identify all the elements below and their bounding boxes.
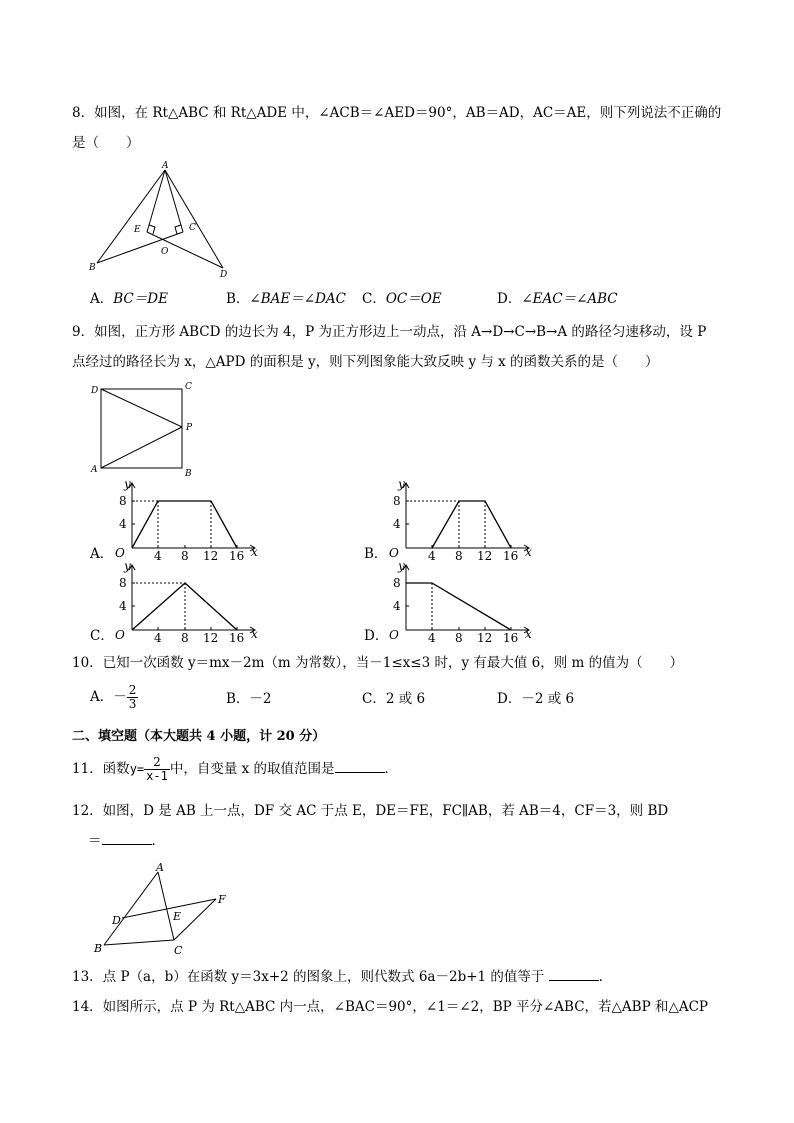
q13-answer-blank (549, 968, 599, 981)
graph-d-origin: O (389, 628, 399, 642)
q9-option-a-label: A． (90, 546, 114, 562)
q12-stem-line1: 12．如图，D 是 AB 上一点，DF 交 AC 于点 E，DE＝FE，FC∥AB，若 AB＝4，CF＝3，则 BD (72, 803, 669, 819)
q9-option-b-label: B． (364, 546, 388, 562)
q8-option-d: D．∠EAC＝∠ABC (497, 291, 618, 307)
q9-graph-c (110, 559, 270, 645)
graph-d-ytick-4: 4 (393, 599, 401, 613)
graph-a-ytick-4: 4 (119, 517, 127, 531)
q12-label-B: B (94, 942, 103, 955)
q12-label-C: C (174, 944, 183, 957)
graph-c-xtick-4: 4 (154, 631, 162, 645)
q8-option-c: C．OC＝OE (362, 291, 442, 307)
graph-b-origin: O (389, 546, 399, 560)
graph-b-xtick-12: 12 (477, 549, 493, 563)
graph-d-x-axis-label: x (525, 627, 532, 641)
q8-option-b: B．∠BAE＝∠DAC (226, 291, 346, 307)
graph-b-xtick-16: 16 (503, 549, 519, 563)
q9-label-C: C (185, 382, 192, 392)
q9-option-c-label: C． (90, 628, 114, 644)
q9-graph-b (384, 477, 544, 563)
graph-b-ytick-8: 8 (393, 494, 401, 508)
q8-stem-line2: 是（ ） (72, 135, 140, 151)
q9-label-A: A (91, 465, 98, 475)
q8-label-A: A (162, 161, 169, 171)
q9-label-B: B (185, 469, 192, 479)
q9-graph-d (384, 559, 544, 645)
graph-a-x-axis-label: x (251, 545, 258, 559)
graph-b-xtick-4: 4 (428, 549, 436, 563)
q8-stem-line1: 8．如图，在 Rt△ABC 和 Rt△ADE 中，∠ACB＝∠AED＝90°，AB＝AD，AC＝AE，则下列说法不正确的 (72, 105, 722, 121)
graph-a-xtick-12: 12 (203, 549, 219, 563)
graph-d-y-axis-label: y (398, 559, 405, 573)
q11-fraction: $\frac{2}{x-1}$ (146, 755, 168, 783)
graph-a-y-axis-label: y (124, 477, 131, 491)
q12-label-F: F (218, 893, 226, 906)
q12-figure (90, 862, 240, 957)
q14-stem-line1: 14．如图所示，点 P 为 Rt△ABC 内一点，∠BAC＝90°，∠1＝∠2，BP 平分∠ABC，若△ABP 和△ACP (72, 999, 709, 1015)
q8-label-E: E (134, 225, 141, 235)
graph-c-y-axis-label: y (124, 559, 131, 573)
q10-option-d: D．－2 或 6 (497, 691, 575, 707)
q9-label-D: D (91, 386, 99, 396)
q11-stem: 11．函数y= $\frac{2}{x-1}$ 中，自变量 x 的取值范围是 ． (72, 755, 399, 783)
q9-square-figure (88, 378, 208, 478)
graph-a-xtick-8: 8 (181, 549, 189, 563)
graph-a-xtick-16: 16 (229, 549, 245, 563)
q8-label-B: B (89, 263, 96, 273)
graph-b-x-axis-label: x (525, 545, 532, 559)
q12-label-D: D (112, 914, 121, 927)
graph-a-origin: O (115, 546, 125, 560)
q12-stem-line2: ＝ ． (88, 833, 165, 849)
q12-label-A: A (156, 861, 164, 874)
graph-d-ytick-8: 8 (393, 576, 401, 590)
graph-b-ytick-4: 4 (393, 517, 401, 531)
graph-c-origin: O (115, 628, 125, 642)
q9-label-P: P (186, 423, 193, 433)
q10-option-a-fraction: $\frac{2}{3}$ (128, 683, 137, 711)
graph-c-ytick-4: 4 (119, 599, 127, 613)
graph-c-ytick-8: 8 (119, 576, 127, 590)
graph-c-x-axis-label: x (251, 627, 258, 641)
q9-stem-line2: 点经过的路径长为 x，△APD 的面积是 y，则下列图象能大致反映 y 与 x 的函数关系的是（ ） (72, 354, 659, 370)
q10-option-b: B．－2 (226, 691, 272, 707)
q12-answer-blank (102, 832, 152, 845)
q10-stem: 10．已知一次函数 y＝mx－2m（m 为常数），当－1≤x≤3 时，y 有最大值 6，则 m 的值为（ ） (72, 655, 684, 671)
q10-option-a: A．－ $\frac{2}{3}$ (90, 683, 137, 711)
q9-option-d-label: D． (364, 628, 389, 644)
section-2-title: 二、填空题（本大题共 4 小题，计 20 分） (72, 729, 326, 744)
q10-option-c: C．2 或 6 (362, 691, 426, 707)
graph-d-xtick-12: 12 (477, 631, 493, 645)
q8-option-a: A．BC＝DE (90, 291, 168, 307)
graph-d-xtick-8: 8 (455, 631, 463, 645)
q13-stem: 13．点 P（a，b）在函数 y＝3x+2 的图象上，则代数式 6a－2b+1 的值等于 ． (72, 969, 613, 985)
graph-b-xtick-8: 8 (455, 549, 463, 563)
q8-label-O: O (161, 247, 169, 257)
q8-figure (85, 160, 245, 280)
q8-label-C: C (189, 223, 196, 233)
q11-answer-blank (335, 760, 385, 773)
q12-label-E: E (173, 910, 182, 923)
q9-stem-line1: 9．如图，正方形 ABCD 的边长为 4，P 为正方形边上一动点，沿 A→D→C→B→A 的路径匀速移动，设 P (72, 324, 707, 340)
graph-c-xtick-16: 16 (229, 631, 245, 645)
graph-d-xtick-4: 4 (428, 631, 436, 645)
graph-c-xtick-8: 8 (181, 631, 189, 645)
graph-d-xtick-16: 16 (503, 631, 519, 645)
q9-graph-a (110, 477, 270, 563)
graph-a-ytick-8: 8 (119, 494, 127, 508)
q8-label-D: D (220, 270, 228, 280)
graph-c-xtick-12: 12 (203, 631, 219, 645)
graph-b-y-axis-label: y (398, 477, 405, 491)
graph-a-xtick-4: 4 (154, 549, 162, 563)
